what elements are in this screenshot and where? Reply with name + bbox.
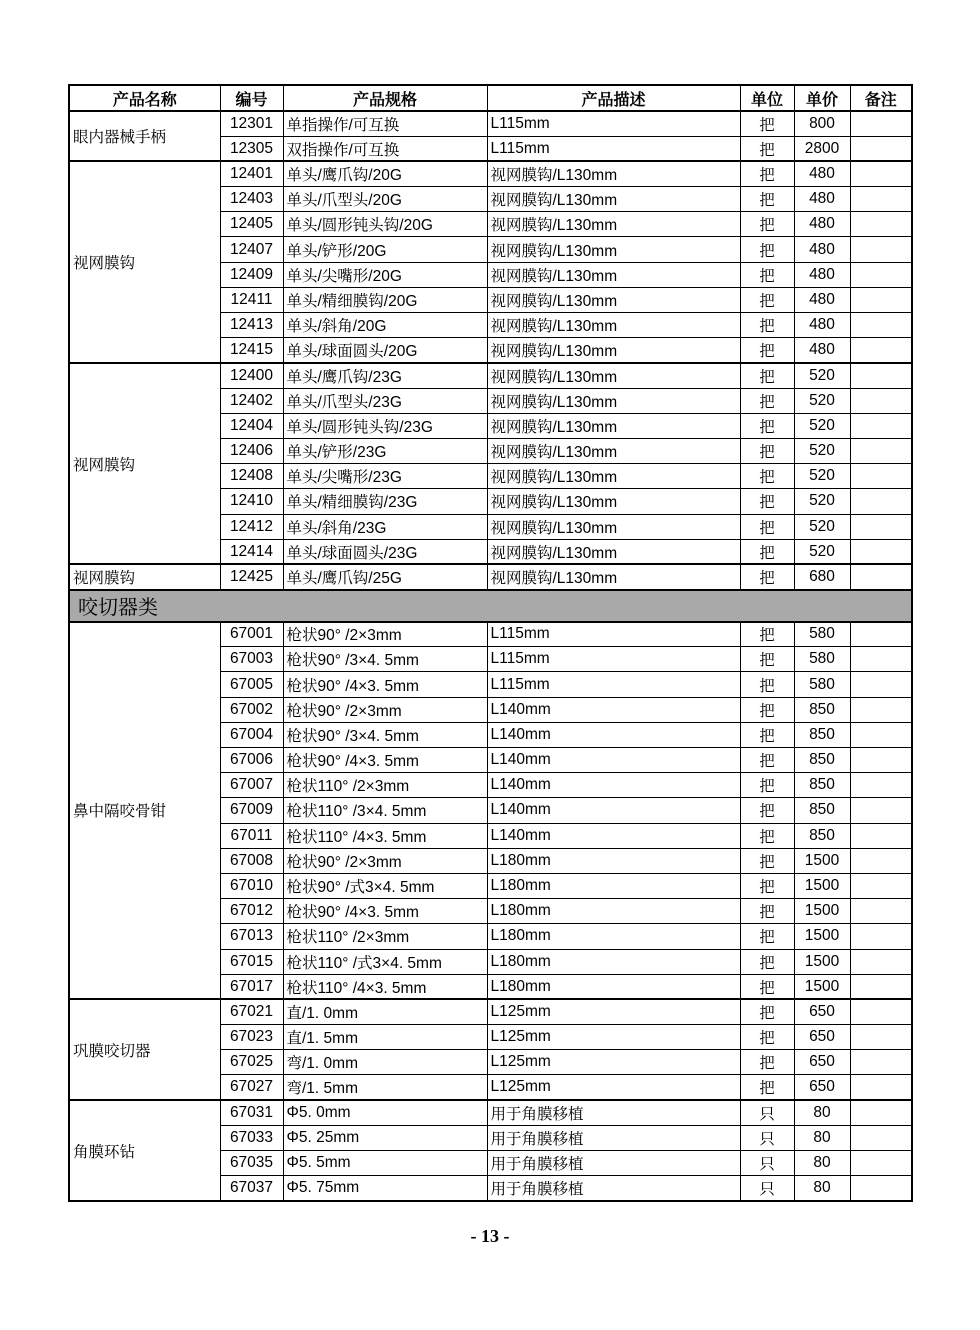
table-body bbox=[69, 111, 912, 1201]
spec-cell: 枪状90° /2×3mm bbox=[283, 848, 487, 873]
code-cell: 67004 bbox=[220, 722, 283, 747]
desc-cell: 视网膜钩/L130mm bbox=[487, 161, 740, 186]
remark-cell bbox=[850, 622, 912, 647]
remark-cell bbox=[850, 924, 912, 949]
unit-cell: 把 bbox=[740, 413, 794, 438]
spec-cell: 直/1. 5mm bbox=[283, 1025, 487, 1050]
page-number: - 13 - bbox=[470, 1226, 510, 1246]
unit-cell: 把 bbox=[740, 974, 794, 999]
spec-cell: Φ5. 25mm bbox=[283, 1125, 487, 1150]
unit-cell: 把 bbox=[740, 949, 794, 974]
code-cell: 12425 bbox=[220, 564, 283, 589]
remark-cell bbox=[850, 438, 912, 463]
price-cell: 80 bbox=[794, 1100, 850, 1125]
spec-cell: 单头/斜角/23G bbox=[283, 514, 487, 539]
code-cell: 67013 bbox=[220, 924, 283, 949]
unit-cell: 把 bbox=[740, 438, 794, 463]
remark-cell bbox=[850, 212, 912, 237]
unit-cell: 把 bbox=[740, 722, 794, 747]
code-cell: 12410 bbox=[220, 489, 283, 514]
code-cell: 12305 bbox=[220, 136, 283, 161]
spec-cell: 单头/鹰爪钩/23G bbox=[283, 363, 487, 388]
spec-cell: 枪状90° /3×4. 5mm bbox=[283, 647, 487, 672]
code-cell: 12408 bbox=[220, 464, 283, 489]
code-cell: 67009 bbox=[220, 798, 283, 823]
remark-cell bbox=[850, 949, 912, 974]
spec-cell: 单头/铲形/20G bbox=[283, 237, 487, 262]
remark-cell bbox=[850, 722, 912, 747]
unit-cell: 把 bbox=[740, 798, 794, 823]
desc-cell: 视网膜钩/L130mm bbox=[487, 313, 740, 338]
product-row bbox=[69, 622, 912, 647]
spec-cell: 枪状90° /4×3. 5mm bbox=[283, 672, 487, 697]
header-cell-remark: 备注 bbox=[850, 85, 912, 111]
group-name-cell: 视网膜钩 bbox=[69, 564, 220, 589]
spec-cell: 单头/尖嘴形/23G bbox=[283, 464, 487, 489]
price-cell: 2800 bbox=[794, 136, 850, 161]
spec-cell: 单头/爪型头/23G bbox=[283, 388, 487, 413]
code-cell: 12409 bbox=[220, 262, 283, 287]
group-name-cell: 巩膜咬切器 bbox=[69, 999, 220, 1100]
unit-cell: 把 bbox=[740, 161, 794, 186]
code-cell: 12405 bbox=[220, 212, 283, 237]
spec-cell: 单指操作/可互换 bbox=[283, 111, 487, 136]
spec-cell: 枪状110° /4×3. 5mm bbox=[283, 823, 487, 848]
remark-cell bbox=[850, 237, 912, 262]
price-cell: 1500 bbox=[794, 949, 850, 974]
unit-cell: 把 bbox=[740, 363, 794, 388]
remark-cell bbox=[850, 1176, 912, 1201]
unit-cell: 把 bbox=[740, 489, 794, 514]
desc-cell: L115mm bbox=[487, 136, 740, 161]
spec-cell: 单头/铲形/23G bbox=[283, 438, 487, 463]
unit-cell: 把 bbox=[740, 748, 794, 773]
spec-cell: 直/1. 0mm bbox=[283, 999, 487, 1024]
remark-cell bbox=[850, 564, 912, 589]
code-cell: 67005 bbox=[220, 672, 283, 697]
desc-cell: L140mm bbox=[487, 823, 740, 848]
price-cell: 480 bbox=[794, 313, 850, 338]
spec-cell: 单头/鹰爪钩/25G bbox=[283, 564, 487, 589]
desc-cell: L180mm bbox=[487, 974, 740, 999]
remark-cell bbox=[850, 1025, 912, 1050]
code-cell: 67003 bbox=[220, 647, 283, 672]
code-cell: 67033 bbox=[220, 1125, 283, 1150]
unit-cell: 只 bbox=[740, 1100, 794, 1125]
desc-cell: L180mm bbox=[487, 949, 740, 974]
desc-cell: L140mm bbox=[487, 798, 740, 823]
desc-cell: 视网膜钩/L130mm bbox=[487, 388, 740, 413]
spec-cell: 枪状110° /4×3. 5mm bbox=[283, 974, 487, 999]
remark-cell bbox=[850, 974, 912, 999]
desc-cell: 视网膜钩/L130mm bbox=[487, 187, 740, 212]
price-cell: 580 bbox=[794, 622, 850, 647]
remark-cell bbox=[850, 313, 912, 338]
product-row bbox=[69, 161, 912, 186]
unit-cell: 把 bbox=[740, 1075, 794, 1100]
code-cell: 12413 bbox=[220, 313, 283, 338]
code-cell: 67031 bbox=[220, 1100, 283, 1125]
spec-cell: 双指操作/可互换 bbox=[283, 136, 487, 161]
unit-cell: 把 bbox=[740, 873, 794, 898]
remark-cell bbox=[850, 388, 912, 413]
product-row bbox=[69, 111, 912, 136]
spec-cell: 枪状90° /式3×4. 5mm bbox=[283, 873, 487, 898]
spec-cell: 枪状90° /2×3mm bbox=[283, 622, 487, 647]
spec-cell: 单头/圆形钝头钩/23G bbox=[283, 413, 487, 438]
remark-cell bbox=[850, 514, 912, 539]
remark-cell bbox=[850, 672, 912, 697]
code-cell: 12400 bbox=[220, 363, 283, 388]
unit-cell: 把 bbox=[740, 999, 794, 1024]
section-header-row bbox=[69, 590, 912, 622]
desc-cell: L125mm bbox=[487, 1050, 740, 1075]
remark-cell bbox=[850, 338, 912, 363]
code-cell: 67006 bbox=[220, 748, 283, 773]
desc-cell: L125mm bbox=[487, 1075, 740, 1100]
price-cell: 520 bbox=[794, 438, 850, 463]
unit-cell: 把 bbox=[740, 899, 794, 924]
unit-cell: 把 bbox=[740, 111, 794, 136]
remark-cell bbox=[850, 464, 912, 489]
header-row bbox=[69, 85, 912, 111]
desc-cell: 视网膜钩/L130mm bbox=[487, 363, 740, 388]
unit-cell: 把 bbox=[740, 313, 794, 338]
remark-cell bbox=[850, 489, 912, 514]
desc-cell: 视网膜钩/L130mm bbox=[487, 514, 740, 539]
remark-cell bbox=[850, 823, 912, 848]
unit-cell: 把 bbox=[740, 622, 794, 647]
price-cell: 580 bbox=[794, 647, 850, 672]
code-cell: 67017 bbox=[220, 974, 283, 999]
spec-cell: Φ5. 0mm bbox=[283, 1100, 487, 1125]
desc-cell: L115mm bbox=[487, 111, 740, 136]
price-cell: 1500 bbox=[794, 848, 850, 873]
remark-cell bbox=[850, 111, 912, 136]
remark-cell bbox=[850, 161, 912, 186]
desc-cell: 视网膜钩/L130mm bbox=[487, 262, 740, 287]
price-cell: 520 bbox=[794, 413, 850, 438]
unit-cell: 把 bbox=[740, 388, 794, 413]
price-cell: 80 bbox=[794, 1176, 850, 1201]
spec-cell: 枪状90° /2×3mm bbox=[283, 697, 487, 722]
unit-cell: 把 bbox=[740, 539, 794, 564]
remark-cell bbox=[850, 136, 912, 161]
price-cell: 1500 bbox=[794, 899, 850, 924]
unit-cell: 把 bbox=[740, 212, 794, 237]
spec-cell: 枪状90° /4×3. 5mm bbox=[283, 748, 487, 773]
unit-cell: 只 bbox=[740, 1151, 794, 1176]
spec-cell: 枪状90° /4×3. 5mm bbox=[283, 899, 487, 924]
desc-cell: L180mm bbox=[487, 899, 740, 924]
code-cell: 67002 bbox=[220, 697, 283, 722]
remark-cell bbox=[850, 1151, 912, 1176]
spec-cell: 枪状110° /2×3mm bbox=[283, 924, 487, 949]
code-cell: 12404 bbox=[220, 413, 283, 438]
desc-cell: L115mm bbox=[487, 647, 740, 672]
code-cell: 67012 bbox=[220, 899, 283, 924]
spec-cell: 枪状90° /3×4. 5mm bbox=[283, 722, 487, 747]
header-cell-price: 单价 bbox=[794, 85, 850, 111]
spec-cell: 枪状110° /式3×4. 5mm bbox=[283, 949, 487, 974]
code-cell: 12401 bbox=[220, 161, 283, 186]
code-cell: 67001 bbox=[220, 622, 283, 647]
group-name-cell: 角膜环钻 bbox=[69, 1100, 220, 1201]
desc-cell: L180mm bbox=[487, 924, 740, 949]
spec-cell: 单头/鹰爪钩/20G bbox=[283, 161, 487, 186]
price-cell: 480 bbox=[794, 237, 850, 262]
remark-cell bbox=[850, 539, 912, 564]
spec-cell: Φ5. 75mm bbox=[283, 1176, 487, 1201]
desc-cell: L140mm bbox=[487, 722, 740, 747]
price-cell: 520 bbox=[794, 464, 850, 489]
desc-cell: 用于角膜移植 bbox=[487, 1100, 740, 1125]
remark-cell bbox=[850, 748, 912, 773]
group-name-cell: 鼻中隔咬骨钳 bbox=[69, 622, 220, 1000]
remark-cell bbox=[850, 413, 912, 438]
unit-cell: 把 bbox=[740, 773, 794, 798]
unit-cell: 把 bbox=[740, 564, 794, 589]
product-row bbox=[69, 999, 912, 1024]
desc-cell: L140mm bbox=[487, 748, 740, 773]
spec-cell: 单头/精细膜钩/20G bbox=[283, 287, 487, 312]
header-cell-spec: 产品规格 bbox=[283, 85, 487, 111]
unit-cell: 把 bbox=[740, 262, 794, 287]
group-name-cell: 眼内器械手柄 bbox=[69, 111, 220, 161]
remark-cell bbox=[850, 287, 912, 312]
desc-cell: L140mm bbox=[487, 773, 740, 798]
code-cell: 12403 bbox=[220, 187, 283, 212]
unit-cell: 把 bbox=[740, 924, 794, 949]
desc-cell: L115mm bbox=[487, 622, 740, 647]
unit-cell: 把 bbox=[740, 237, 794, 262]
remark-cell bbox=[850, 848, 912, 873]
remark-cell bbox=[850, 1050, 912, 1075]
unit-cell: 把 bbox=[740, 647, 794, 672]
remark-cell bbox=[850, 187, 912, 212]
price-cell: 580 bbox=[794, 672, 850, 697]
price-cell: 1500 bbox=[794, 924, 850, 949]
product-row bbox=[69, 564, 912, 589]
code-cell: 67023 bbox=[220, 1025, 283, 1050]
price-cell: 800 bbox=[794, 111, 850, 136]
header-cell-desc: 产品描述 bbox=[487, 85, 740, 111]
unit-cell: 把 bbox=[740, 823, 794, 848]
remark-cell bbox=[850, 1075, 912, 1100]
price-cell: 850 bbox=[794, 798, 850, 823]
desc-cell: L140mm bbox=[487, 697, 740, 722]
desc-cell: 用于角膜移植 bbox=[487, 1125, 740, 1150]
remark-cell bbox=[850, 873, 912, 898]
desc-cell: L115mm bbox=[487, 672, 740, 697]
price-cell: 650 bbox=[794, 1075, 850, 1100]
desc-cell: L180mm bbox=[487, 873, 740, 898]
section-title: 咬切器类 bbox=[69, 590, 912, 622]
price-cell: 80 bbox=[794, 1151, 850, 1176]
code-cell: 67021 bbox=[220, 999, 283, 1024]
spec-cell: 枪状110° /2×3mm bbox=[283, 773, 487, 798]
price-cell: 520 bbox=[794, 489, 850, 514]
spec-cell: 单头/球面圆头/23G bbox=[283, 539, 487, 564]
desc-cell: 视网膜钩/L130mm bbox=[487, 438, 740, 463]
code-cell: 67035 bbox=[220, 1151, 283, 1176]
unit-cell: 只 bbox=[740, 1125, 794, 1150]
code-cell: 67011 bbox=[220, 823, 283, 848]
header-cell-product-name: 产品名称 bbox=[69, 85, 220, 111]
unit-cell: 把 bbox=[740, 464, 794, 489]
price-cell: 1500 bbox=[794, 873, 850, 898]
unit-cell: 把 bbox=[740, 1050, 794, 1075]
spec-cell: 单头/精细膜钩/23G bbox=[283, 489, 487, 514]
product-row bbox=[69, 363, 912, 388]
table-header bbox=[69, 85, 912, 111]
desc-cell: L125mm bbox=[487, 999, 740, 1024]
remark-cell bbox=[850, 363, 912, 388]
desc-cell: 视网膜钩/L130mm bbox=[487, 464, 740, 489]
remark-cell bbox=[850, 1100, 912, 1125]
price-cell: 520 bbox=[794, 514, 850, 539]
code-cell: 67008 bbox=[220, 848, 283, 873]
remark-cell bbox=[850, 1125, 912, 1150]
unit-cell: 把 bbox=[740, 697, 794, 722]
spec-cell: 单头/球面圆头/20G bbox=[283, 338, 487, 363]
code-cell: 67010 bbox=[220, 873, 283, 898]
desc-cell: 用于角膜移植 bbox=[487, 1176, 740, 1201]
code-cell: 67007 bbox=[220, 773, 283, 798]
code-cell: 12406 bbox=[220, 438, 283, 463]
remark-cell bbox=[850, 262, 912, 287]
unit-cell: 把 bbox=[740, 1025, 794, 1050]
product-table bbox=[68, 84, 913, 1202]
unit-cell: 把 bbox=[740, 287, 794, 312]
unit-cell: 把 bbox=[740, 136, 794, 161]
price-cell: 480 bbox=[794, 287, 850, 312]
desc-cell: L125mm bbox=[487, 1025, 740, 1050]
price-cell: 480 bbox=[794, 161, 850, 186]
code-cell: 12402 bbox=[220, 388, 283, 413]
spec-cell: 单头/尖嘴形/20G bbox=[283, 262, 487, 287]
desc-cell: 用于角膜移植 bbox=[487, 1151, 740, 1176]
price-cell: 1500 bbox=[794, 974, 850, 999]
desc-cell: 视网膜钩/L130mm bbox=[487, 237, 740, 262]
code-cell: 12414 bbox=[220, 539, 283, 564]
header-cell-unit: 单位 bbox=[740, 85, 794, 111]
spec-cell: 单头/斜角/20G bbox=[283, 313, 487, 338]
spec-cell: 单头/圆形钝头钩/20G bbox=[283, 212, 487, 237]
desc-cell: 视网膜钩/L130mm bbox=[487, 539, 740, 564]
price-cell: 520 bbox=[794, 363, 850, 388]
remark-cell bbox=[850, 697, 912, 722]
product-row bbox=[69, 1100, 912, 1125]
remark-cell bbox=[850, 798, 912, 823]
unit-cell: 把 bbox=[740, 187, 794, 212]
price-cell: 480 bbox=[794, 338, 850, 363]
unit-cell: 把 bbox=[740, 514, 794, 539]
remark-cell bbox=[850, 647, 912, 672]
desc-cell: 视网膜钩/L130mm bbox=[487, 489, 740, 514]
remark-cell bbox=[850, 773, 912, 798]
spec-cell: 单头/爪型头/20G bbox=[283, 187, 487, 212]
header-cell-code: 编号 bbox=[220, 85, 283, 111]
price-cell: 80 bbox=[794, 1125, 850, 1150]
unit-cell: 把 bbox=[740, 672, 794, 697]
price-cell: 520 bbox=[794, 388, 850, 413]
group-name-cell: 视网膜钩 bbox=[69, 161, 220, 363]
desc-cell: 视网膜钩/L130mm bbox=[487, 212, 740, 237]
unit-cell: 把 bbox=[740, 338, 794, 363]
desc-cell: L180mm bbox=[487, 848, 740, 873]
code-cell: 67025 bbox=[220, 1050, 283, 1075]
spec-cell: 弯/1. 5mm bbox=[283, 1075, 487, 1100]
price-cell: 680 bbox=[794, 564, 850, 589]
price-cell: 650 bbox=[794, 1025, 850, 1050]
price-cell: 480 bbox=[794, 187, 850, 212]
price-cell: 850 bbox=[794, 722, 850, 747]
catalog-page bbox=[68, 84, 913, 1202]
code-cell: 12301 bbox=[220, 111, 283, 136]
unit-cell: 只 bbox=[740, 1176, 794, 1201]
code-cell: 67027 bbox=[220, 1075, 283, 1100]
price-cell: 650 bbox=[794, 1050, 850, 1075]
code-cell: 12412 bbox=[220, 514, 283, 539]
spec-cell: Φ5. 5mm bbox=[283, 1151, 487, 1176]
code-cell: 12407 bbox=[220, 237, 283, 262]
price-cell: 850 bbox=[794, 748, 850, 773]
desc-cell: 视网膜钩/L130mm bbox=[487, 413, 740, 438]
price-cell: 480 bbox=[794, 212, 850, 237]
remark-cell bbox=[850, 999, 912, 1024]
code-cell: 12415 bbox=[220, 338, 283, 363]
price-cell: 650 bbox=[794, 999, 850, 1024]
spec-cell: 弯/1. 0mm bbox=[283, 1050, 487, 1075]
price-cell: 520 bbox=[794, 539, 850, 564]
desc-cell: 视网膜钩/L130mm bbox=[487, 564, 740, 589]
spec-cell: 枪状110° /3×4. 5mm bbox=[283, 798, 487, 823]
code-cell: 12411 bbox=[220, 287, 283, 312]
price-cell: 850 bbox=[794, 697, 850, 722]
remark-cell bbox=[850, 899, 912, 924]
price-cell: 850 bbox=[794, 773, 850, 798]
price-cell: 850 bbox=[794, 823, 850, 848]
desc-cell: 视网膜钩/L130mm bbox=[487, 287, 740, 312]
group-name-cell: 视网膜钩 bbox=[69, 363, 220, 565]
unit-cell: 把 bbox=[740, 848, 794, 873]
code-cell: 67037 bbox=[220, 1176, 283, 1201]
price-cell: 480 bbox=[794, 262, 850, 287]
code-cell: 67015 bbox=[220, 949, 283, 974]
desc-cell: 视网膜钩/L130mm bbox=[487, 338, 740, 363]
